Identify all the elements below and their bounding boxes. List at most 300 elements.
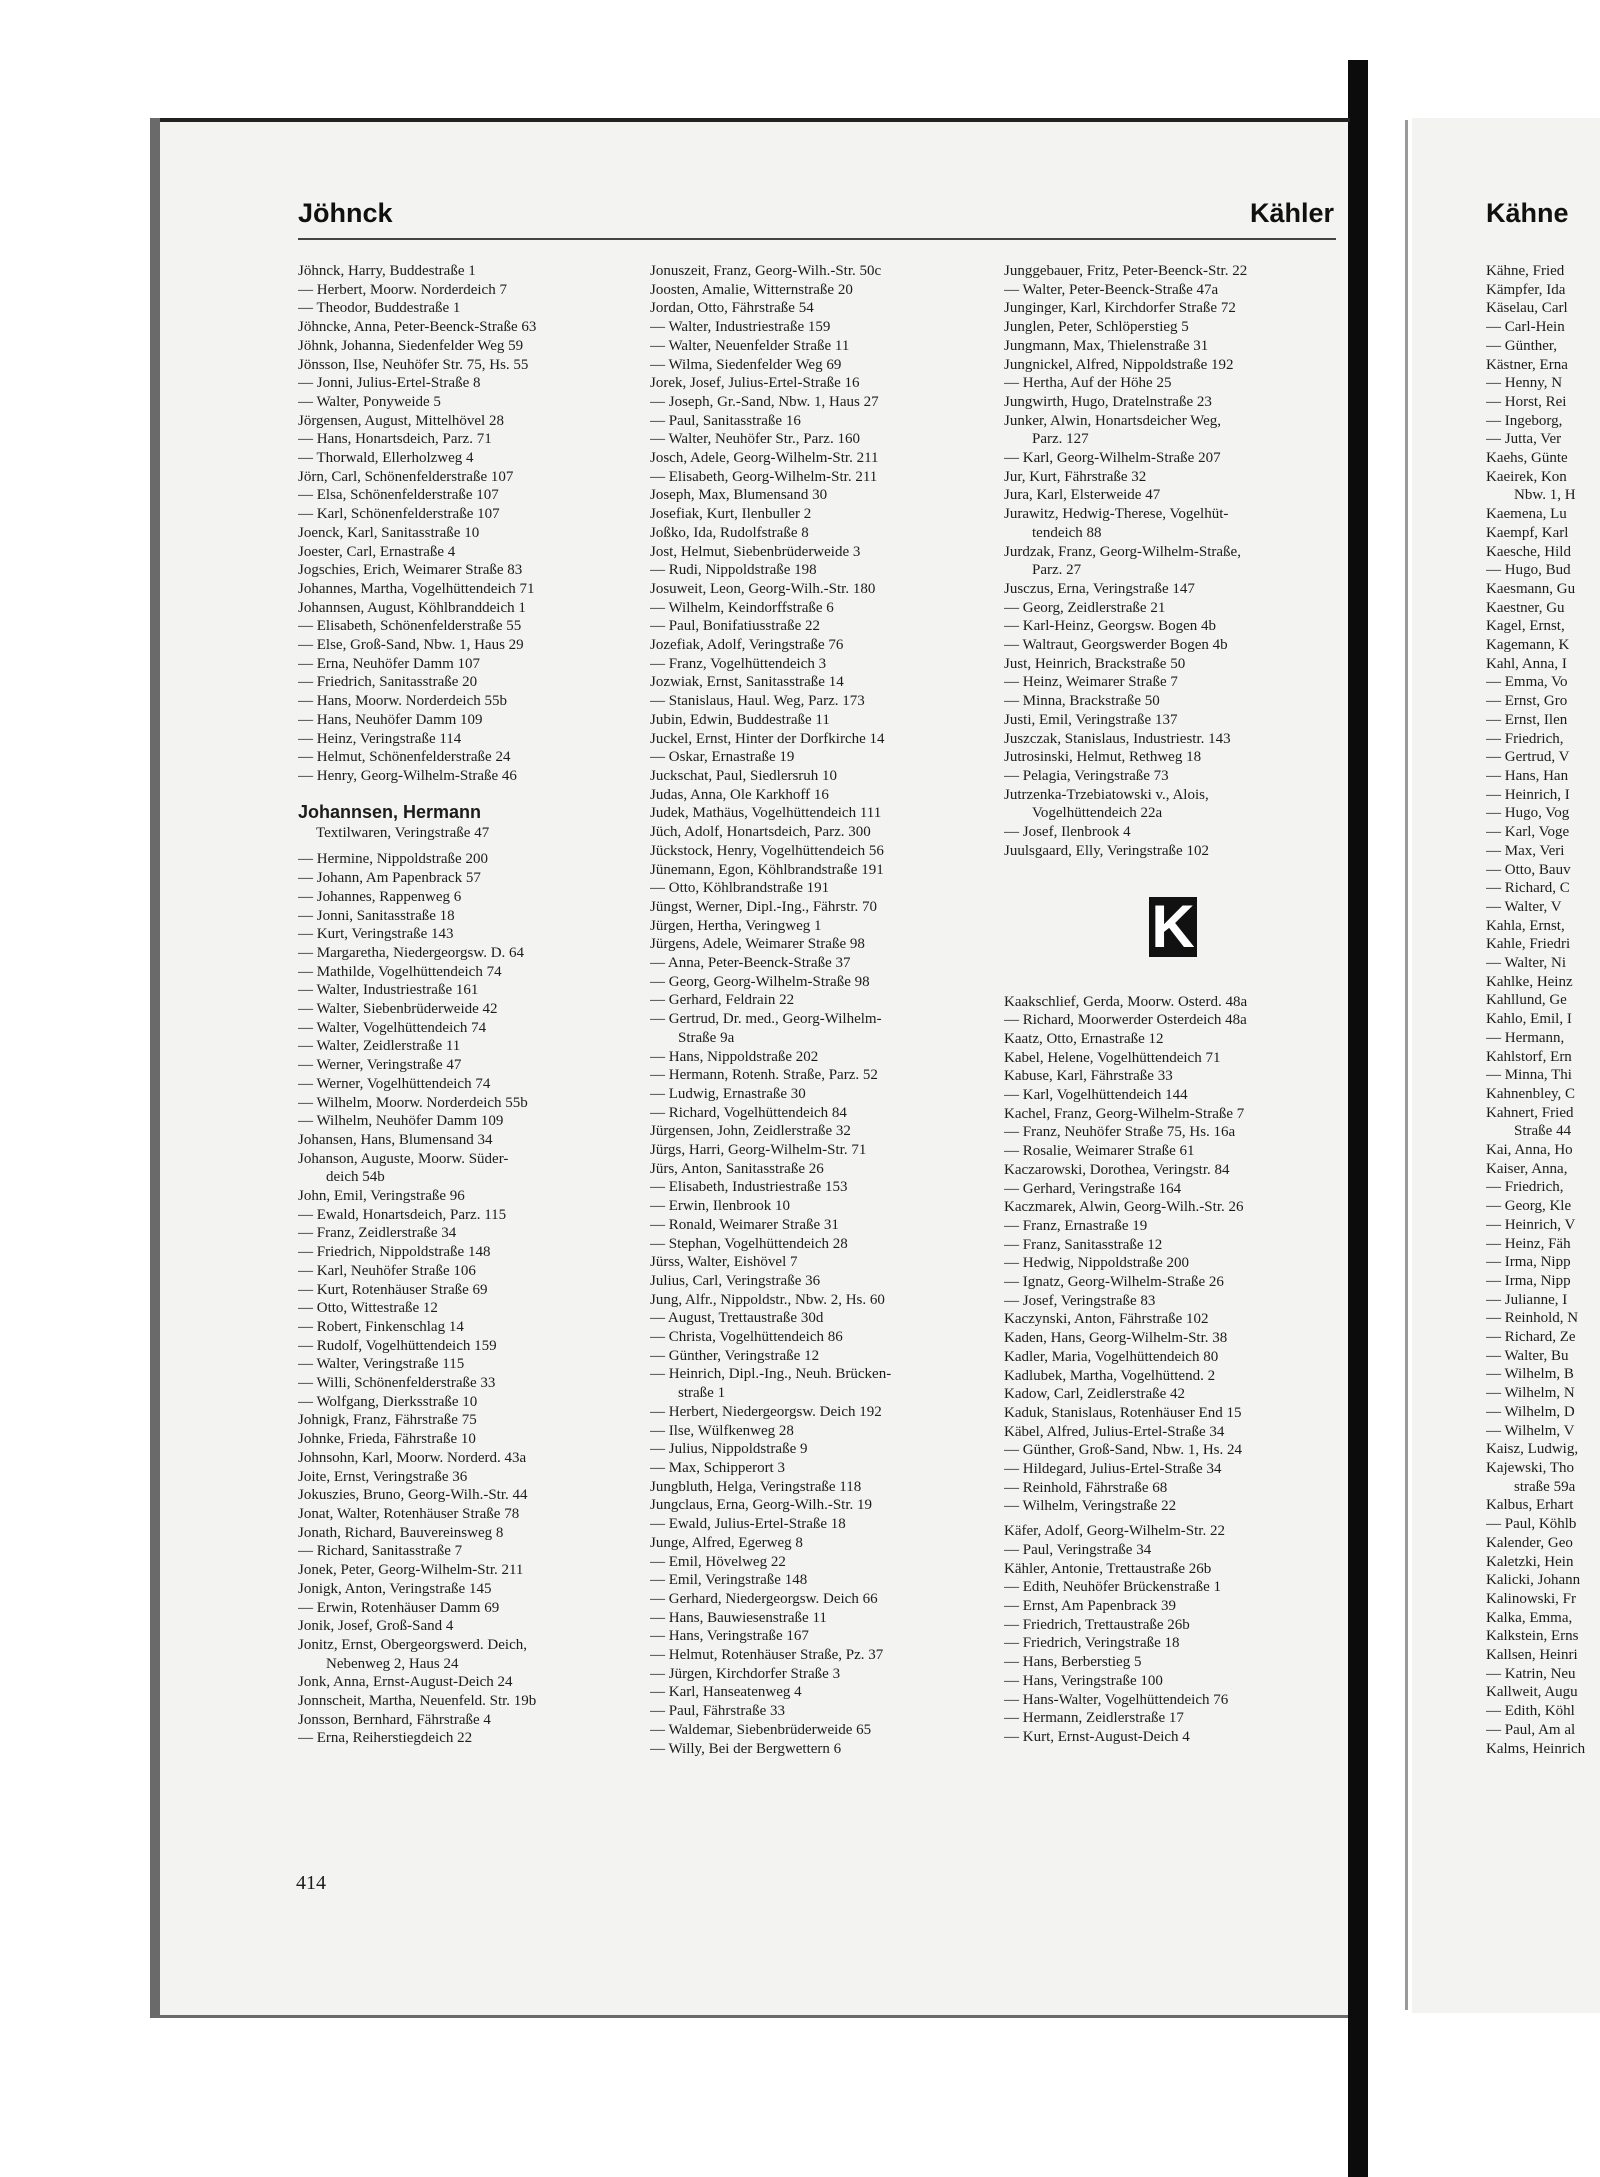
directory-entry: — Rudi, Nippoldstraße 198 bbox=[650, 562, 817, 579]
directory-entry: — Ingeborg, bbox=[1486, 412, 1563, 429]
directory-entry: — Walter, Bu bbox=[1486, 1347, 1569, 1364]
directory-entry: — Wilhelm, Veringstraße 22 bbox=[1004, 1498, 1177, 1515]
directory-entry: Käselau, Carl bbox=[1486, 300, 1568, 317]
directory-entry: — Richard, Ze bbox=[1486, 1329, 1576, 1346]
directory-entry: — Reinhold, N bbox=[1486, 1310, 1579, 1327]
directory-entry: — Paul, Sanitasstraße 16 bbox=[650, 412, 801, 429]
section-letter-block bbox=[1004, 861, 1342, 993]
directory-entry: Kahlstorf, Ern bbox=[1486, 1048, 1572, 1065]
directory-entry: — Ernst, Gro bbox=[1486, 693, 1568, 710]
directory-entry: Jonik, Josef, Groß-Sand 4 bbox=[298, 1618, 454, 1635]
directory-entry: Vogelhüttendeich 22a bbox=[1032, 805, 1163, 822]
directory-entry: Jürgs, Harri, Georg-Wilhelm-Str. 71 bbox=[650, 1142, 867, 1159]
directory-entry: — Waldemar, Siebenbrüderweide 65 bbox=[650, 1721, 872, 1738]
directory-entry: — Richard, C bbox=[1486, 880, 1570, 897]
directory-entry: Judek, Mathäus, Vogelhüttendeich 111 bbox=[650, 805, 882, 822]
directory-entry: — Friedrich, Sanitasstraße 20 bbox=[298, 674, 478, 691]
directory-entry: Kaempf, Karl bbox=[1486, 524, 1569, 541]
directory-entry: — Hans, Honartsdeich, Parz. 71 bbox=[298, 431, 492, 448]
directory-entry: Juszczak, Stanislaus, Industriestr. 143 bbox=[1004, 730, 1231, 747]
directory-entry: — Richard, Sanitasstraße 7 bbox=[298, 1543, 463, 1560]
directory-entry: Jüch, Adolf, Honartsdeich, Parz. 300 bbox=[650, 824, 871, 841]
directory-entry: — Wilhelm, D bbox=[1486, 1403, 1575, 1420]
directory-entry: Judas, Anna, Ole Karkhoff 16 bbox=[650, 786, 829, 803]
directory-entry: Jörgensen, August, Mittelhövel 28 bbox=[298, 412, 504, 429]
directory-entry: Juckschat, Paul, Siedlersruh 10 bbox=[650, 767, 838, 784]
directory-entry: Jonat, Walter, Rotenhäuser Straße 78 bbox=[298, 1506, 520, 1522]
directory-entry: Kalka, Emma, bbox=[1486, 1609, 1573, 1626]
directory-entry: Jungbluth, Helga, Veringstraße 118 bbox=[650, 1478, 862, 1495]
directory-entry: Joosten, Amalie, Witternstraße 20 bbox=[650, 281, 853, 298]
directory-entry: Jürss, Walter, Eishövel 7 bbox=[650, 1254, 798, 1271]
directory-entry: Jozwiak, Ernst, Sanitasstraße 14 bbox=[650, 674, 844, 691]
directory-entry: — Hildegard, Julius-Ertel-Straße 34 bbox=[1004, 1461, 1222, 1478]
directory-entry: Kalms, Heinrich bbox=[1486, 1740, 1586, 1757]
directory-column-2 bbox=[650, 262, 988, 1758]
directory-entry: — Mathilde, Vogelhüttendeich 74 bbox=[298, 963, 502, 980]
directory-entry: — Otto, Bauv bbox=[1486, 861, 1571, 878]
directory-entry: — Hans, Han bbox=[1486, 767, 1569, 784]
directory-entry: Kadler, Maria, Vogelhüttendeich 80 bbox=[1004, 1348, 1219, 1365]
directory-entry: — Georg, Zeidlerstraße 21 bbox=[1004, 599, 1166, 616]
directory-entry: — Friedrich, bbox=[1486, 730, 1564, 747]
directory-entry: Junggebauer, Fritz, Peter-Beenck-Str. 22 bbox=[1004, 263, 1248, 279]
directory-entry: straße 59a bbox=[1514, 1478, 1576, 1495]
directory-entry: Kalender, Geo bbox=[1486, 1534, 1573, 1551]
directory-entry: Kaden, Hans, Georg-Wilhelm-Str. 38 bbox=[1004, 1330, 1228, 1347]
directory-entry: Parz. 27 bbox=[1032, 562, 1082, 579]
directory-entry: — Minna, Thi bbox=[1486, 1067, 1572, 1084]
directory-entry: Jura, Karl, Elsterweide 47 bbox=[1004, 487, 1161, 504]
directory-entry: Johnsohn, Karl, Moorw. Norderd. 43a bbox=[298, 1449, 527, 1466]
directory-entry: Kahl, Anna, I bbox=[1486, 655, 1567, 672]
directory-entry: — Werner, Vogelhüttendeich 74 bbox=[298, 1075, 491, 1092]
directory-entry: Junge, Alfred, Egerweg 8 bbox=[650, 1534, 803, 1551]
directory-entry: Jubin, Edwin, Buddestraße 11 bbox=[650, 711, 830, 728]
page-number: 414 bbox=[296, 1872, 326, 1894]
directory-entry: Jokuszies, Bruno, Georg-Wilh.-Str. 44 bbox=[298, 1487, 528, 1504]
directory-entry: Kaisz, Ludwig, bbox=[1486, 1441, 1579, 1458]
directory-entry: Jung, Alfr., Nippoldstr., Nbw. 2, Hs. 60 bbox=[650, 1291, 885, 1308]
directory-entry: Kaestner, Gu bbox=[1486, 599, 1565, 616]
directory-entry: Kaletzki, Hein bbox=[1486, 1553, 1574, 1570]
directory-entry: Kaesche, Hild bbox=[1486, 543, 1571, 560]
directory-entry: — Stephan, Vogelhüttendeich 28 bbox=[650, 1235, 848, 1252]
directory-entry: Josch, Adele, Georg-Wilhelm-Str. 211 bbox=[650, 450, 879, 467]
directory-entry: — Friedrich, bbox=[1486, 1179, 1564, 1196]
directory-entry: — Hermann, bbox=[1486, 1029, 1565, 1046]
directory-entry: — Herbert, Moorw. Norderdeich 7 bbox=[298, 281, 507, 298]
directory-column-1 bbox=[298, 262, 634, 1748]
directory-entry: — Jonni, Julius-Ertel-Straße 8 bbox=[298, 375, 481, 392]
directory-entry: — Paul, Veringstraße 34 bbox=[1004, 1541, 1152, 1558]
directory-entry: Jozefiak, Adolf, Veringstraße 76 bbox=[650, 637, 844, 654]
directory-entry: — Karl, Georg-Wilhelm-Straße 207 bbox=[1004, 450, 1221, 467]
directory-entry: — Thorwald, Ellerholzweg 4 bbox=[298, 450, 474, 467]
directory-entry: Straße 44 bbox=[1514, 1123, 1572, 1140]
directory-entry: — Pelagia, Veringstraße 73 bbox=[1004, 767, 1169, 784]
directory-entry: — Günther, Veringstraße 12 bbox=[650, 1347, 820, 1364]
directory-entry: — Kurt, Rotenhäuser Straße 69 bbox=[298, 1281, 488, 1298]
directory-entry: — Gerhard, Niedergeorgsw. Deich 66 bbox=[650, 1590, 878, 1607]
directory-entry: — Hedwig, Nippoldstraße 200 bbox=[1004, 1255, 1189, 1272]
directory-entry: — Karl, Voge bbox=[1486, 824, 1570, 841]
directory-entry: — Karl-Heinz, Georgsw. Bogen 4b bbox=[1004, 618, 1217, 635]
directory-entry: Kaczmarek, Alwin, Georg-Wilh.-Str. 26 bbox=[1004, 1199, 1244, 1216]
directory-entry: — Erwin, Ilenbrook 10 bbox=[650, 1198, 790, 1215]
directory-entry: Kalbus, Erhart bbox=[1486, 1497, 1574, 1514]
directory-entry: — Josef, Ilenbrook 4 bbox=[1004, 824, 1131, 841]
directory-entry: Johanson, Auguste, Moorw. Süder- bbox=[298, 1150, 509, 1167]
directory-entry: Kahnenbley, C bbox=[1486, 1085, 1576, 1102]
directory-entry: Kähne, Fried bbox=[1486, 263, 1565, 279]
directory-entry: — Robert, Finkenschlag 14 bbox=[298, 1318, 464, 1335]
directory-entry: Julius, Carl, Veringstraße 36 bbox=[650, 1272, 821, 1289]
directory-entry: Jonnscheit, Martha, Neuenfeld. Str. 19b bbox=[298, 1693, 537, 1710]
directory-entry: — Edith, Neuhöfer Brückenstraße 1 bbox=[1004, 1579, 1222, 1596]
directory-entry: Jöhncke, Anna, Peter-Beenck-Straße 63 bbox=[298, 319, 537, 336]
directory-entry: Kagel, Ernst, bbox=[1486, 618, 1565, 635]
directory-entry: — Elisabeth, Schönenfelderstraße 55 bbox=[298, 618, 522, 635]
directory-entry: — Franz, Vogelhüttendeich 3 bbox=[650, 655, 827, 672]
directory-entry: Kalkstein, Erns bbox=[1486, 1628, 1579, 1645]
directory-entry: — Friedrich, Veringstraße 18 bbox=[1004, 1635, 1180, 1652]
book-spine bbox=[1348, 60, 1368, 2177]
directory-entry: Kaczynski, Anton, Fährstraße 102 bbox=[1004, 1311, 1209, 1328]
directory-entry: — Waltraut, Georgswerder Bogen 4b bbox=[1004, 637, 1228, 654]
directory-entry: Jordan, Otto, Fährstraße 54 bbox=[650, 300, 814, 317]
directory-entry: Kahle, Friedri bbox=[1486, 936, 1571, 953]
directory-entry: — Ilse, Wülfkenweg 28 bbox=[650, 1422, 794, 1439]
directory-entry: Jüngst, Werner, Dipl.-Ing., Fährstr. 70 bbox=[650, 898, 878, 915]
directory-entry: John, Emil, Veringstraße 96 bbox=[298, 1188, 465, 1205]
directory-entry: — Hans-Walter, Vogelhüttendeich 76 bbox=[1004, 1691, 1229, 1708]
directory-entry: — Karl, Vogelhüttendeich 144 bbox=[1004, 1087, 1188, 1104]
top-rule bbox=[160, 118, 1350, 122]
directory-entry: Josefiak, Kurt, Ilenbuller 2 bbox=[650, 506, 812, 523]
directory-entry: Kabel, Helene, Vogelhüttendeich 71 bbox=[1004, 1049, 1221, 1066]
directory-entry: Kadlubek, Martha, Vogelhüttend. 2 bbox=[1004, 1367, 1216, 1384]
directory-entry: Kaemena, Lu bbox=[1486, 506, 1567, 523]
directory-entry: Just, Heinrich, Brackstraße 50 bbox=[1004, 655, 1186, 672]
directory-entry: tendeich 88 bbox=[1032, 524, 1102, 541]
directory-entry: Jungclaus, Erna, Georg-Wilh.-Str. 19 bbox=[650, 1497, 872, 1514]
directory-entry: — Franz, Neuhöfer Straße 75, Hs. 16a bbox=[1004, 1124, 1236, 1141]
directory-entry: — Walter, Veringstraße 115 bbox=[298, 1356, 465, 1373]
directory-entry: — Henry, Georg-Wilhelm-Straße 46 bbox=[298, 767, 517, 784]
directory-entry: — Heinrich, V bbox=[1486, 1216, 1576, 1233]
directory-entry: — Erwin, Rotenhäuser Damm 69 bbox=[298, 1599, 500, 1616]
directory-entry: — Ernst, Am Papenbrack 39 bbox=[1004, 1598, 1177, 1614]
directory-entry: — Helmut, Rotenhäuser Straße, Pz. 37 bbox=[650, 1647, 884, 1664]
directory-entry: Joite, Ernst, Veringstraße 36 bbox=[298, 1468, 468, 1485]
directory-entry: — Oskar, Ernastraße 19 bbox=[650, 749, 795, 766]
directory-entry: Kahllund, Ge bbox=[1486, 992, 1567, 1009]
directory-entry: Jungwirth, Hugo, Dratelnstraße 23 bbox=[1004, 393, 1212, 410]
directory-entry: Jungnickel, Alfred, Nippoldstraße 192 bbox=[1004, 356, 1234, 373]
directory-entry: — Kurt, Veringstraße 143 bbox=[298, 926, 454, 943]
directory-entry: — Hans, Moorw. Norderdeich 55b bbox=[298, 693, 507, 710]
directory-entry: straße 1 bbox=[678, 1385, 726, 1402]
directory-entry: Kaeirek, Kon bbox=[1486, 468, 1567, 485]
directory-entry: — Günther, Groß-Sand, Nbw. 1, Hs. 24 bbox=[1004, 1442, 1242, 1459]
directory-entry: Jost, Helmut, Siebenbrüderweide 3 bbox=[650, 543, 861, 560]
directory-entry: — Richard, Moorwerder Osterdeich 48a bbox=[1004, 1012, 1247, 1029]
directory-entry: Junker, Alwin, Honartsdeicher Weg, bbox=[1004, 412, 1222, 429]
directory-entry: Jonath, Richard, Bauvereinsweg 8 bbox=[298, 1524, 504, 1541]
directory-entry: Kagemann, K bbox=[1486, 637, 1570, 654]
directory-column-3 bbox=[1004, 262, 1342, 1747]
directory-entry: — Helmut, Schönenfelderstraße 24 bbox=[298, 749, 511, 766]
directory-entry: — Wolfgang, Dierksstraße 10 bbox=[298, 1393, 478, 1410]
directory-entry: — Josef, Veringstraße 83 bbox=[1004, 1292, 1156, 1309]
directory-entry: Kabuse, Karl, Fährstraße 33 bbox=[1004, 1068, 1173, 1085]
directory-entry: — Ernst, Ilen bbox=[1486, 711, 1568, 728]
directory-entry: Kaiser, Anna, bbox=[1486, 1160, 1568, 1177]
section-letter: K bbox=[1149, 897, 1197, 957]
directory-entry: — Stanislaus, Haul. Weg, Parz. 173 bbox=[650, 693, 865, 710]
directory-entry: — Hugo, Vog bbox=[1486, 805, 1570, 822]
directory-entry: — Julianne, I bbox=[1486, 1291, 1568, 1308]
directory-entry: — August, Trettaustraße 30d bbox=[650, 1310, 824, 1327]
directory-entry: Kaatz, Otto, Ernastraße 12 bbox=[1004, 1030, 1164, 1047]
directory-entry: Joenck, Karl, Sanitasstraße 10 bbox=[298, 524, 480, 541]
directory-entry: — Theodor, Buddestraße 1 bbox=[298, 300, 461, 317]
directory-entry: Joester, Carl, Ernastraße 4 bbox=[298, 543, 456, 560]
directory-entry: — Horst, Rei bbox=[1486, 393, 1567, 410]
directory-entry: Jutrosinski, Helmut, Rethweg 18 bbox=[1004, 749, 1202, 766]
directory-entry: Jorek, Josef, Julius-Ertel-Straße 16 bbox=[650, 375, 860, 392]
directory-entry: Johansen, Hans, Blumensand 34 bbox=[298, 1131, 493, 1148]
directory-entry: — Hans, Neuhöfer Damm 109 bbox=[298, 711, 483, 728]
directory-entry: — Wilma, Siedenfelder Weg 69 bbox=[650, 356, 842, 373]
directory-entry: Kallsen, Heinri bbox=[1486, 1647, 1578, 1664]
directory-entry: — Paul, Fährstraße 33 bbox=[650, 1703, 785, 1720]
directory-entry: Kajewski, Tho bbox=[1486, 1460, 1575, 1476]
directory-entry: — Willi, Schönenfelderstraße 33 bbox=[298, 1375, 496, 1392]
directory-entry: — Franz, Ernastraße 19 bbox=[1004, 1217, 1148, 1234]
directory-entry: — Hans, Veringstraße 100 bbox=[1004, 1672, 1163, 1689]
directory-entry: — Elisabeth, Industriestraße 153 bbox=[650, 1179, 848, 1196]
directory-entry: Jurdzak, Franz, Georg-Wilhelm-Straße, bbox=[1004, 543, 1241, 560]
directory-entry: Kahlo, Emil, I bbox=[1486, 1011, 1572, 1028]
directory-entry: — Emil, Veringstraße 148 bbox=[650, 1572, 808, 1589]
directory-entry: — Richard, Vogelhüttendeich 84 bbox=[650, 1104, 847, 1121]
directory-entry: — Carl-Hein bbox=[1486, 319, 1565, 336]
directory-entry: — Max, Schipperort 3 bbox=[650, 1460, 785, 1476]
directory-entry: Kadow, Carl, Zeidlerstraße 42 bbox=[1004, 1386, 1186, 1403]
directory-entry: — Walter, V bbox=[1486, 898, 1562, 915]
directory-entry: — Margaretha, Niedergeorgsw. D. 64 bbox=[298, 944, 525, 961]
directory-entry: — Hermann, Zeidlerstraße 17 bbox=[1004, 1710, 1184, 1727]
directory-entry: — Franz, Sanitasstraße 12 bbox=[1004, 1236, 1163, 1253]
directory-entry: Jur, Kurt, Fährstraße 32 bbox=[1004, 468, 1147, 485]
directory-entry: Kai, Anna, Ho bbox=[1486, 1142, 1573, 1159]
directory-entry: — Ludwig, Ernastraße 30 bbox=[650, 1085, 806, 1102]
directory-entry: — Johannes, Rappenweg 6 bbox=[298, 888, 462, 905]
directory-entry: Kahnert, Fried bbox=[1486, 1104, 1574, 1121]
directory-entry: Kalicki, Johann bbox=[1486, 1572, 1581, 1589]
directory-entry: Jonk, Anna, Ernst-August-Deich 24 bbox=[298, 1674, 513, 1691]
running-head-center: Kähler bbox=[1250, 198, 1335, 228]
running-head-left: Jöhnck bbox=[298, 198, 393, 228]
directory-entry: — Elsa, Schönenfelderstraße 107 bbox=[298, 487, 499, 504]
directory-entry: — Günther, bbox=[1486, 337, 1558, 354]
directory-column-4-cropped bbox=[1486, 262, 1598, 1758]
directory-entry: — Hans, Veringstraße 167 bbox=[650, 1628, 809, 1645]
directory-entry: Jöhnck, Harry, Buddestraße 1 bbox=[298, 263, 476, 279]
directory-entry: — Herbert, Niedergeorgsw. Deich 192 bbox=[650, 1403, 882, 1420]
directory-entry: — Rosalie, Weimarer Straße 61 bbox=[1004, 1143, 1195, 1160]
directory-entry: — Hans, Bauwiesenstraße 11 bbox=[650, 1609, 827, 1626]
directory-entry: — Wilhelm, N bbox=[1486, 1385, 1575, 1402]
directory-entry: — Otto, Wittestraße 12 bbox=[298, 1300, 438, 1317]
directory-entry: — Heinz, Weimarer Straße 7 bbox=[1004, 674, 1178, 691]
directory-entry: — Erna, Reiherstiegdeich 22 bbox=[298, 1730, 473, 1747]
directory-entry: Jogschies, Erich, Weimarer Straße 83 bbox=[298, 562, 523, 579]
directory-entry: Jünemann, Egon, Köhlbrandstraße 191 bbox=[650, 861, 884, 878]
directory-entry: Johannsen, August, Köhlbranddeich 1 bbox=[298, 599, 526, 616]
directory-entry: Kallweit, Augu bbox=[1486, 1684, 1578, 1701]
directory-entry: — Hans, Nippoldstraße 202 bbox=[650, 1048, 819, 1065]
directory-entry: — Jürgen, Kirchdorfer Straße 3 bbox=[650, 1665, 841, 1682]
directory-entry: Jöhnk, Johanna, Siedenfelder Weg 59 bbox=[298, 337, 524, 354]
directory-entry: — Friedrich, Nippoldstraße 148 bbox=[298, 1244, 491, 1261]
directory-entry: — Joseph, Gr.-Sand, Nbw. 1, Haus 27 bbox=[650, 393, 879, 410]
directory-entry: Jonigk, Anton, Veringstraße 145 bbox=[298, 1580, 492, 1597]
directory-entry: — Heinrich, I bbox=[1486, 786, 1570, 803]
directory-entry: Kästner, Erna bbox=[1486, 356, 1568, 373]
directory-entry: — Johann, Am Papenbrack 57 bbox=[298, 870, 481, 887]
directory-entry: — Katrin, Neu bbox=[1486, 1665, 1576, 1682]
directory-entry: — Wilhelm, B bbox=[1486, 1366, 1574, 1383]
directory-entry: — Hertha, Auf der Höhe 25 bbox=[1004, 375, 1172, 392]
directory-entry: Kämpfer, Ida bbox=[1486, 281, 1566, 298]
directory-entry: — Ronald, Weimarer Straße 31 bbox=[650, 1216, 839, 1233]
directory-entry: Juckel, Ernst, Hinter der Dorfkirche 14 bbox=[650, 730, 885, 747]
directory-entry: Jörn, Carl, Schönenfelderstraße 107 bbox=[298, 468, 514, 485]
directory-entry: Käbel, Alfred, Julius-Ertel-Straße 34 bbox=[1004, 1423, 1225, 1440]
directory-entry: Jönsson, Ilse, Neuhöfer Str. 75, Hs. 55 bbox=[298, 356, 529, 373]
directory-entry: — Heinz, Fäh bbox=[1486, 1235, 1571, 1252]
directory-entry: Jusczus, Erna, Veringstraße 147 bbox=[1004, 580, 1195, 597]
directory-entry: — Friedrich, Trettaustraße 26b bbox=[1004, 1616, 1190, 1633]
header-divider bbox=[298, 238, 1336, 240]
directory-entry: — Walter, Vogelhüttendeich 74 bbox=[298, 1019, 487, 1036]
directory-entry: — Jonni, Sanitasstraße 18 bbox=[298, 907, 455, 924]
directory-entry: — Ignatz, Georg-Wilhelm-Straße 26 bbox=[1004, 1274, 1224, 1291]
directory-entry: — Anna, Peter-Beenck-Straße 37 bbox=[650, 955, 851, 972]
directory-entry: — Elisabeth, Georg-Wilhelm-Str. 211 bbox=[650, 468, 878, 485]
directory-entry: — Franz, Zeidlerstraße 34 bbox=[298, 1225, 457, 1242]
directory-entry: — Walter, Siebenbrüderweide 42 bbox=[298, 1001, 498, 1018]
directory-entry: Kaczarowski, Dorothea, Veringstr. 84 bbox=[1004, 1161, 1230, 1178]
directory-entry: — Erna, Neuhöfer Damm 107 bbox=[298, 655, 481, 672]
directory-entry: — Walter, Zeidlerstraße 11 bbox=[298, 1038, 461, 1055]
directory-entry: — Christa, Vogelhüttendeich 86 bbox=[650, 1329, 843, 1346]
directory-entry: — Wilhelm, Moorw. Norderdeich 55b bbox=[298, 1094, 528, 1111]
directory-entry: — Ewald, Julius-Ertel-Straße 18 bbox=[650, 1516, 846, 1533]
directory-entry: Jungmann, Max, Thielenstraße 31 bbox=[1004, 337, 1209, 354]
directory-entry: Jonuszeit, Franz, Georg-Wilh.-Str. 50c bbox=[650, 263, 882, 279]
directory-entry: — Heinrich, Dipl.-Ing., Neuh. Brücken- bbox=[650, 1366, 892, 1383]
directory-entry: — Wilhelm, Neuhöfer Damm 109 bbox=[298, 1113, 504, 1130]
directory-entry: — Gerhard, Veringstraße 164 bbox=[1004, 1180, 1182, 1197]
directory-entry: — Walter, Industriestraße 159 bbox=[650, 319, 831, 336]
directory-entry: Johannes, Martha, Vogelhüttendeich 71 bbox=[298, 580, 535, 597]
directory-entry: Kähler, Antonie, Trettaustraße 26b bbox=[1004, 1560, 1212, 1577]
gutter-line bbox=[1405, 120, 1408, 2010]
directory-entry: Nebenweg 2, Haus 24 bbox=[326, 1655, 459, 1672]
directory-entry: — Walter, Ponyweide 5 bbox=[298, 393, 441, 410]
directory-entry: Kaduk, Stanislaus, Rotenhäuser End 15 bbox=[1004, 1404, 1242, 1421]
bold-entry-business: Textilwaren, Veringstraße 47 bbox=[316, 824, 490, 841]
directory-entry: Jutrzenka-Trzebiatowski v., Alois, bbox=[1004, 786, 1209, 803]
directory-entry: — Karl, Schönenfelderstraße 107 bbox=[298, 506, 500, 523]
directory-entry: Straße 9a bbox=[678, 1029, 735, 1046]
directory-entry: — Hermine, Nippoldstraße 200 bbox=[298, 851, 488, 868]
directory-entry: — Willy, Bei der Bergwettern 6 bbox=[650, 1740, 842, 1757]
directory-entry: — Walter, Industriestraße 161 bbox=[298, 982, 479, 999]
directory-entry: — Jutta, Ver bbox=[1486, 431, 1562, 448]
directory-entry: deich 54b bbox=[326, 1169, 385, 1186]
directory-entry: — Karl, Hanseatenweg 4 bbox=[650, 1684, 802, 1701]
directory-entry: — Hans, Berberstieg 5 bbox=[1004, 1654, 1142, 1671]
directory-entry: Jurawitz, Hedwig-Therese, Vogelhüt- bbox=[1004, 506, 1229, 523]
directory-entry: — Walter, Neuenfelder Straße 11 bbox=[650, 337, 850, 354]
bold-entry-name: Johannsen, Hermann bbox=[298, 801, 482, 822]
directory-entry: Junginger, Karl, Kirchdorfer Straße 72 bbox=[1004, 300, 1236, 317]
directory-entry: — Gertrud, V bbox=[1486, 749, 1570, 766]
directory-entry: — Henny, N bbox=[1486, 375, 1563, 392]
directory-entry: Kahla, Ernst, bbox=[1486, 917, 1565, 934]
directory-entry: Johnke, Frieda, Fährstraße 10 bbox=[298, 1431, 476, 1448]
directory-entry: — Irma, Nipp bbox=[1486, 1254, 1571, 1271]
directory-entry: Kaehs, Günte bbox=[1486, 450, 1568, 467]
directory-entry: — Otto, Köhlbrandstraße 191 bbox=[650, 880, 830, 897]
directory-entry: — Rudolf, Vogelhüttendeich 159 bbox=[298, 1337, 497, 1354]
directory-entry: — Walter, Peter-Beenck-Straße 47a bbox=[1004, 281, 1219, 298]
directory-entry: — Paul, Köhlb bbox=[1486, 1516, 1577, 1533]
directory-entry: Jürgen, Hertha, Veringweg 1 bbox=[650, 917, 822, 934]
directory-entry: Joßko, Ida, Rudolfstraße 8 bbox=[650, 524, 809, 541]
directory-entry: Parz. 127 bbox=[1032, 431, 1089, 448]
directory-entry: — Kurt, Ernst-August-Deich 4 bbox=[1004, 1728, 1190, 1745]
directory-entry: — Edith, Köhl bbox=[1486, 1703, 1575, 1720]
directory-entry: Joseph, Max, Blumensand 30 bbox=[650, 487, 828, 504]
directory-entry: Jonitz, Ernst, Obergeorgswerd. Deich, bbox=[298, 1636, 527, 1653]
directory-entry: — Hermann, Rotenh. Straße, Parz. 52 bbox=[650, 1067, 878, 1084]
directory-entry: Kaesmann, Gu bbox=[1486, 580, 1576, 597]
directory-entry: — Paul, Am al bbox=[1486, 1721, 1576, 1738]
directory-entry: — Reinhold, Fährstraße 68 bbox=[1004, 1479, 1168, 1496]
directory-entry: Juulsgaard, Elly, Veringstraße 102 bbox=[1004, 842, 1209, 859]
directory-entry: — Karl, Neuhöfer Straße 106 bbox=[298, 1262, 476, 1279]
directory-entry: — Wilhelm, Keindorffstraße 6 bbox=[650, 599, 834, 616]
directory-entry: — Max, Veri bbox=[1486, 842, 1565, 859]
directory-entry: Jürgens, Adele, Weimarer Straße 98 bbox=[650, 936, 865, 953]
directory-entry: — Gerhard, Feldrain 22 bbox=[650, 992, 795, 1009]
directory-entry: — Irma, Nipp bbox=[1486, 1272, 1571, 1289]
directory-entry: Jonek, Peter, Georg-Wilhelm-Str. 211 bbox=[298, 1562, 524, 1579]
directory-entry: — Werner, Veringstraße 47 bbox=[298, 1057, 462, 1074]
directory-entry: Nbw. 1, H bbox=[1514, 487, 1576, 504]
directory-entry: Käfer, Adolf, Georg-Wilhelm-Str. 22 bbox=[1004, 1523, 1225, 1540]
directory-entry: — Paul, Bonifatiusstraße 22 bbox=[650, 618, 820, 635]
directory-entry: — Gertrud, Dr. med., Georg-Wilhelm- bbox=[650, 1011, 882, 1028]
directory-entry: — Hugo, Bud bbox=[1486, 562, 1571, 579]
directory-entry: — Heinz, Veringstraße 114 bbox=[298, 730, 462, 747]
